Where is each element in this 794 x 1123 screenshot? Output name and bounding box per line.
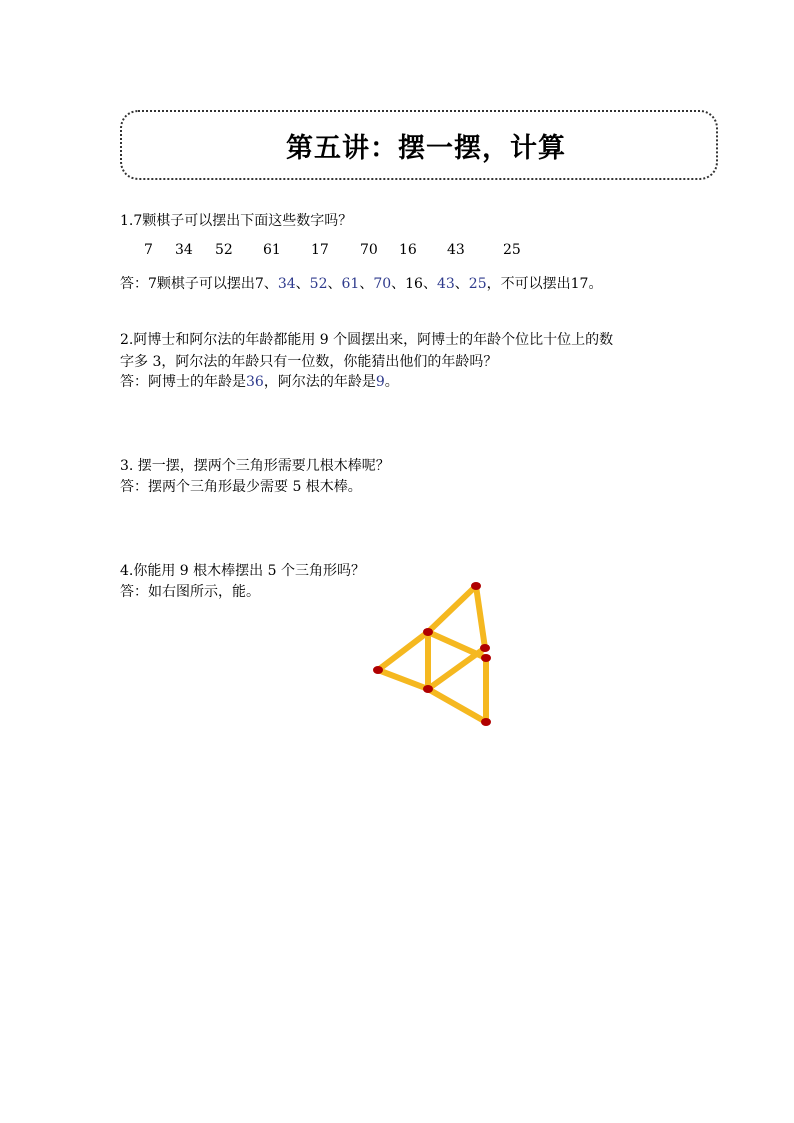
matchstick (378, 632, 428, 670)
match-head (480, 644, 490, 652)
q1-answer-item: 61 (341, 276, 360, 292)
q1-answer-item: 34 (277, 276, 296, 292)
q1-answer-item: 43 (436, 276, 455, 292)
q1-number: 52 (215, 242, 233, 258)
q2-question-line1: 2.阿博士和阿尔法的年龄都能用 9 个圆摆出来，阿博士的年龄个位比十位上的数 (120, 332, 614, 348)
q1-number: 16 (399, 242, 417, 258)
q1-number: 34 (175, 242, 193, 258)
q1-number: 25 (503, 242, 521, 258)
q1-answer-item: 25 (468, 276, 487, 292)
q1-answer-sep: 、 (359, 276, 374, 292)
q1-number: 17 (311, 242, 329, 258)
q1-answer-sep: 、 (454, 276, 469, 292)
q1-answer-suffix: ，不可以摆出17。 (486, 276, 603, 292)
q1-answer-item: 52 (309, 276, 328, 292)
q1-number: 43 (447, 242, 465, 258)
matchstick (428, 689, 486, 722)
matchstick (476, 586, 485, 648)
q1-number: 70 (360, 242, 378, 258)
q2-answer-mid: ，阿尔法的年龄是 (263, 374, 376, 390)
match-head (423, 628, 433, 636)
match-head (373, 666, 383, 674)
matchstick (428, 586, 476, 632)
q1-answer-item: 70 (373, 276, 392, 292)
match-head (481, 718, 491, 726)
q2-answer-prefix: 答：阿博士的年龄是 (120, 374, 246, 390)
match-head (481, 654, 491, 662)
q1-number: 61 (263, 242, 281, 258)
page-title: 第五讲：摆一摆，计算 (286, 132, 566, 164)
q2-answer-age2: 9 (375, 374, 385, 390)
q4-answer: 答：如右图所示，能。 (120, 584, 260, 600)
q1-number: 7 (144, 242, 153, 258)
matchstick (428, 648, 485, 689)
match-head (471, 582, 481, 590)
q3-answer: 答：摆两个三角形最少需要 5 根木棒。 (120, 479, 362, 495)
matchstick (378, 670, 428, 689)
match-head (423, 685, 433, 693)
q1-answer-sep: 、 (327, 276, 342, 292)
matchstick-triangles-figure (366, 576, 502, 732)
title-box (120, 110, 718, 180)
q3-question: 3. 摆一摆，摆两个三角形需要几根木棒呢？ (120, 458, 390, 474)
q2-answer-suffix: 。 (384, 374, 399, 390)
q1-answer-sep: 、16、 (391, 276, 437, 292)
q2-answer (120, 371, 399, 393)
q2-question-line2: 字多 3，阿尔法的年龄只有一位数，你能猜出他们的年龄吗？ (120, 354, 498, 370)
matchsticks (378, 586, 486, 722)
q4-question: 4.你能用 9 根木棒摆出 5 个三角形吗？ (120, 563, 365, 579)
q1-answer (120, 273, 602, 295)
q1-question: 1.7颗棋子可以摆出下面这些数字吗？ (120, 213, 353, 229)
q2-answer-age1: 36 (246, 374, 264, 390)
q1-answer-prefix: 答：7颗棋子可以摆出7、 (120, 276, 278, 292)
q1-answer-sep: 、 (295, 276, 310, 292)
